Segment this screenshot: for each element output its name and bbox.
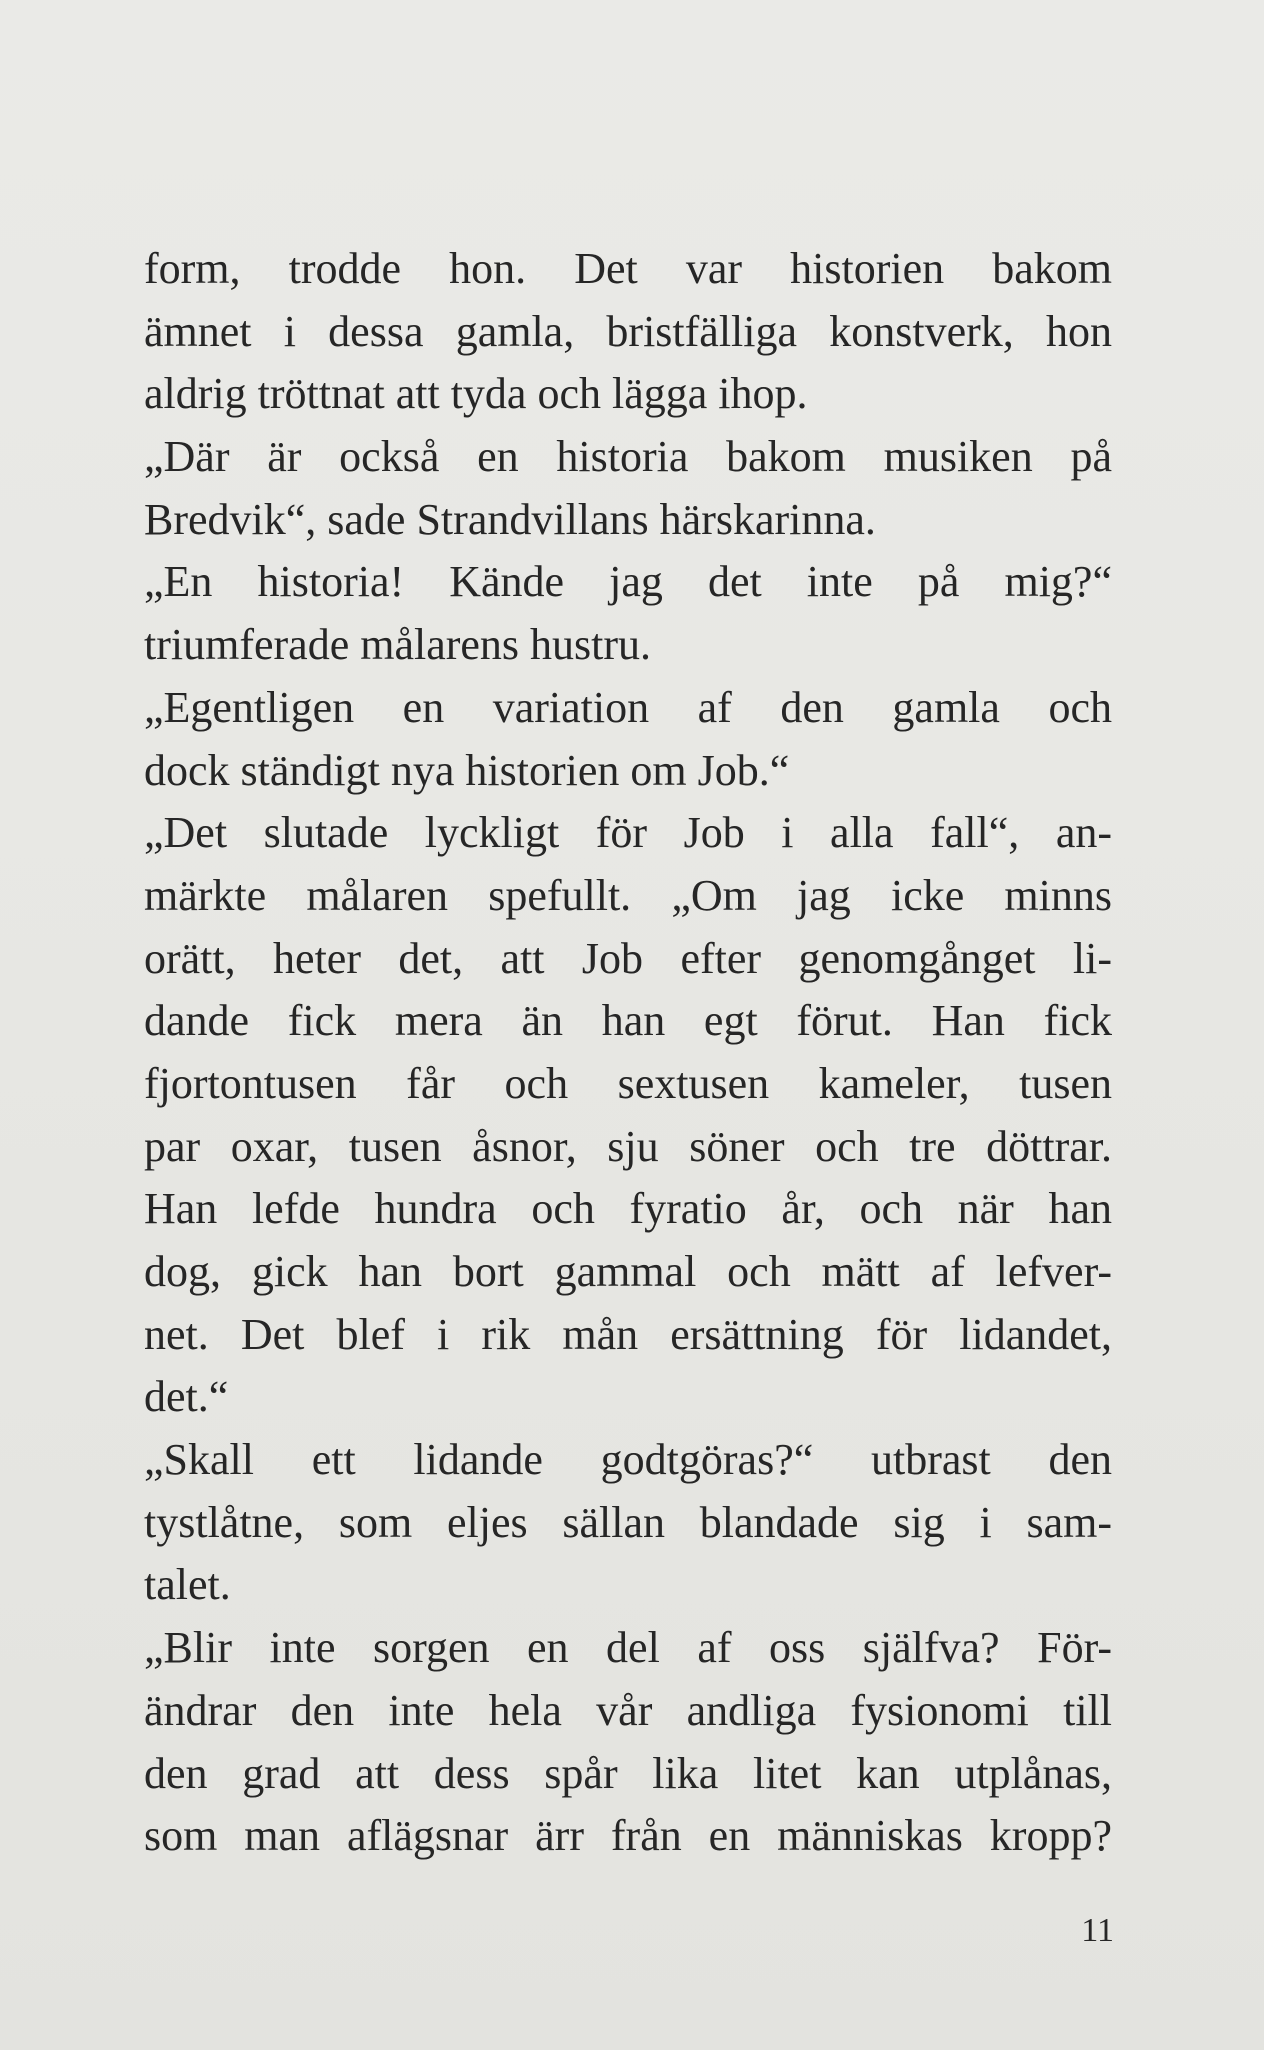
text-line: fjortontusen får och sextusen kameler, tusen	[144, 1058, 1112, 1108]
text-line: dog, gick han bort gammal och mätt af lefver-	[144, 1247, 1112, 1296]
text-line: talet.	[144, 1560, 231, 1610]
text-line: den grad att dess spår lika litet kan utplånas,	[144, 1748, 1112, 1798]
text-line: ändrar den inte hela vår andliga fysionomi till	[144, 1685, 1112, 1735]
text-line: „Där är också en historia bakom musiken på	[144, 432, 1112, 482]
text-line: dock ständigt nya historien om Job.“	[144, 745, 790, 795]
text-line: par oxar, tusen åsnor, sju söner och tre döttrar.	[144, 1121, 1112, 1171]
text-line: „Skall ett lidande godtgöras?“ utbrast den	[144, 1435, 1112, 1485]
text-line: det.“	[144, 1372, 229, 1422]
text-line: aldrig tröttnat att tyda och lägga ihop.	[144, 369, 808, 419]
text-line: „En historia! Kände jag det inte på mig?“	[144, 557, 1112, 607]
text-line: ämnet i dessa gamla, bristfälliga konstverk, hon	[144, 306, 1112, 356]
text-line: triumferade målarens hustru.	[144, 620, 652, 670]
text-line: „Blir inte sorgen en del af oss själfva? För-	[144, 1623, 1112, 1673]
text-line: dande fick mera än han egt förut. Han fick	[144, 996, 1112, 1046]
text-line: „Det slutade lyckligt för Job i alla fall“, an-	[144, 808, 1112, 858]
text-line: orätt, heter det, att Job efter genomgånget li-	[144, 933, 1112, 983]
text-line: Bredvik“, sade Strandvillans härskarinna.	[144, 494, 876, 544]
text-line: form, trodde hon. Det var historien bakom	[144, 244, 1112, 293]
body-text	[144, 238, 1112, 1868]
text-line: tystlåtne, som eljes sällan blandade sig i sam-	[144, 1497, 1112, 1547]
text-line: som man aflägsnar ärr från en människas kropp?	[144, 1811, 1112, 1861]
text-line: net. Det blef i rik mån ersättning för lidandet,	[144, 1309, 1112, 1359]
text-line: märkte målaren spefullt. „Om jag icke minns	[144, 870, 1112, 920]
text-line: „Egentligen en variation af den gamla och	[144, 682, 1112, 732]
text-line: Han lefde hundra och fyratio år, och när han	[144, 1184, 1112, 1234]
page-number: 11	[1081, 1912, 1114, 1949]
